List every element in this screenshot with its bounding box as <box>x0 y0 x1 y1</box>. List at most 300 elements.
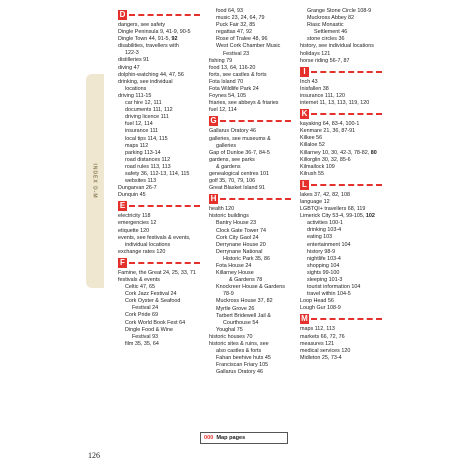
letter-heading-rule <box>311 184 382 186</box>
index-entry-text: websites 113 <box>125 178 157 185</box>
index-entry <box>118 178 200 185</box>
index-entry-text: Fota Wildlife Park 24 <box>209 86 259 93</box>
index-entry-text: golf 35, 70, 79, 106 <box>209 178 256 185</box>
index-entry <box>118 22 200 29</box>
index-entry <box>118 192 200 199</box>
index-entry-text: drinking 103-4 <box>307 227 342 234</box>
index-entry-text: Dingle Peninsula 9, 41-9, 90-5 <box>118 29 191 36</box>
letter-heading-rule <box>311 318 382 320</box>
index-entry-text: driving 111-15 <box>118 92 152 99</box>
index-entry <box>300 291 382 298</box>
letter-heading-rule <box>311 113 382 115</box>
index-entry <box>209 136 291 143</box>
index-entry-text: road rules 113, 113 <box>125 163 171 170</box>
index-entry-text: & gardens <box>216 163 241 170</box>
index-entry-text: documents 111, 112 <box>125 107 173 114</box>
index-entry-text: gardens, see parks <box>209 156 255 163</box>
letter-heading-letter: K <box>301 109 308 119</box>
index-entry <box>118 79 200 86</box>
letter-heading-rule <box>129 14 200 16</box>
index-entry-text: genealogical centres 101 <box>209 170 269 177</box>
index-entry <box>300 51 382 58</box>
index-column-3 <box>300 8 382 362</box>
index-entry-text: & Gardens 78 <box>229 277 263 284</box>
letter-heading-rule <box>311 71 382 73</box>
index-entry-text: nightlife 103-4 <box>307 255 341 262</box>
index-entry <box>209 327 291 334</box>
index-entry <box>300 8 382 15</box>
index-entry <box>300 355 382 362</box>
index-entry <box>300 29 382 36</box>
index-entry-text: distilleries 91 <box>118 57 150 64</box>
index-entry-text: measures 121 <box>300 340 335 347</box>
index-entry-text: Dungarvan 26-7 <box>118 185 157 192</box>
index-entry-text: Famine, the Great 24, 25, 33, 71 <box>118 269 196 276</box>
index-entry-text: emergencies 12 <box>118 220 157 227</box>
index-entry-text: electricity 118 <box>118 213 151 220</box>
index-entry-text: Loop Head 56 <box>300 298 334 305</box>
index-entry <box>209 242 291 249</box>
index-entry <box>209 157 291 164</box>
index-entry-text: kayaking 64, 83-4, 100-1 <box>300 121 360 128</box>
index-entry <box>209 86 291 93</box>
index-entry <box>209 22 291 29</box>
index-entry <box>209 284 291 291</box>
letter-heading <box>118 258 200 268</box>
index-entry <box>118 143 200 150</box>
index-entry <box>118 298 200 305</box>
index-entry <box>300 93 382 100</box>
index-entry-text: diving 47 <box>118 64 140 71</box>
index-entry <box>209 249 291 256</box>
index-entry <box>118 136 200 143</box>
index-entry <box>300 326 382 333</box>
index-entry <box>300 213 382 220</box>
letter-heading-rule <box>220 198 291 200</box>
index-entry-text: entertainment 104 <box>307 241 351 248</box>
index-entry-text: Myrtle Grove 26 <box>216 305 255 312</box>
index-entry-text: Historic Park 35, 86 <box>223 255 271 262</box>
index-entry <box>209 171 291 178</box>
letter-heading-letter: F <box>118 258 127 268</box>
index-entry <box>209 93 291 100</box>
index-entry-text: Cork Jazz Festival 24 <box>125 291 177 298</box>
index-entry-text: food 13, 64, 116-20 <box>209 64 256 71</box>
index-entry-text: events, see festivals & events, <box>118 234 191 241</box>
letter-heading <box>300 180 382 190</box>
index-entry <box>209 128 291 135</box>
index-entry-text: activities 100-1 <box>307 220 343 227</box>
letter-heading-rule <box>220 120 291 122</box>
index-entry-text: Killorglin 30, 32, 85-6 <box>300 156 351 163</box>
letter-heading <box>300 67 382 77</box>
index-entry <box>209 43 291 50</box>
index-entry-text: historic buildings <box>209 213 249 220</box>
letter-heading <box>300 314 382 324</box>
index-entry <box>209 143 291 150</box>
index-entry <box>118 284 200 291</box>
index-entry <box>118 50 200 57</box>
index-entry <box>118 312 200 319</box>
index-entry-text: Killarney House <box>216 270 254 277</box>
index-entry <box>118 150 200 157</box>
index-entry-text: Inisfallen 38 <box>300 85 329 92</box>
index-entry <box>118 107 200 114</box>
index-entry-text: Bantry House 23 <box>216 220 257 227</box>
index-entry-text: tourist information 104 <box>307 284 361 291</box>
index-entry <box>300 242 382 249</box>
index-entry <box>209 213 291 220</box>
index-entry <box>300 86 382 93</box>
index-entry-text: Puck Fair 32, 85 <box>216 22 256 29</box>
index-entry <box>209 178 291 185</box>
index-entry <box>118 327 200 334</box>
index-entry <box>209 334 291 341</box>
index-entry-text: Fota Island 70 <box>209 78 244 85</box>
index-entry <box>209 369 291 376</box>
index-entry <box>118 291 200 298</box>
index-entry-text: galleries, see museums & <box>209 135 271 142</box>
index-entry-text: West Cork Chamber Music <box>216 43 281 50</box>
index-entry-text: insurance 111, 120 <box>300 92 346 99</box>
letter-heading <box>300 109 382 119</box>
letter-heading <box>118 10 200 20</box>
legend-label: Map pages <box>216 435 246 441</box>
index-entry-text: regattas 47, 92 <box>216 29 252 36</box>
index-entry-text: eating 103 <box>307 234 333 241</box>
index-entry <box>300 79 382 86</box>
index-column-1 <box>118 8 200 348</box>
index-entry <box>300 15 382 22</box>
index-entry-text: Lough Gur 108-9 <box>300 305 341 312</box>
index-entry <box>209 29 291 36</box>
letter-heading-letter: H <box>210 194 217 204</box>
index-entry-text: parking 113-14 <box>125 149 161 156</box>
index-entry <box>209 220 291 227</box>
index-entry <box>118 334 200 341</box>
index-entry <box>118 93 200 100</box>
index-entry <box>118 277 200 284</box>
index-entry <box>300 142 382 149</box>
index-entry <box>300 58 382 65</box>
letter-heading-letter: L <box>300 180 309 190</box>
index-entry <box>118 249 200 256</box>
index-entry <box>300 249 382 256</box>
index-entry-text: Rose of Tralee 48, 96 <box>216 36 268 43</box>
index-entry <box>209 348 291 355</box>
index-entry-text: galleries <box>216 142 237 149</box>
index-entry-text: music 23, 24, 64, 79 <box>216 15 265 22</box>
index-entry-text: Limerick City 53-4, 99-105, <box>300 213 366 220</box>
index-entry-text: Kilrush 55 <box>300 170 324 177</box>
index-entry-text: Gap of Dunloe 36-7, 84-5 <box>209 149 270 156</box>
index-entry <box>118 228 200 235</box>
index-entry <box>209 36 291 43</box>
index-column-2 <box>209 8 291 377</box>
letter-heading-letter: E <box>119 201 126 211</box>
index-entry <box>118 121 200 128</box>
index-entry-text: disabilities, travellers with <box>118 43 179 50</box>
index-entry-text: exchange rates 120 <box>118 248 166 255</box>
index-entry <box>209 150 291 157</box>
index-entry-text: horse riding 56-7, 87 <box>300 57 350 64</box>
index-entry-text: Tarbert Bridewell Jail & <box>216 312 271 319</box>
index-entry <box>118 341 200 348</box>
page-number: 126 <box>88 451 100 460</box>
index-entry <box>118 220 200 227</box>
index-entry <box>118 36 200 43</box>
index-entry <box>118 242 200 249</box>
index-entry-text: fuel 12, 114 <box>209 107 237 114</box>
index-entry-text: historic houses 70 <box>209 333 253 340</box>
index-entry <box>118 171 200 178</box>
index-entry <box>300 348 382 355</box>
index-entry <box>300 36 382 43</box>
index-entry-text: 78-9 <box>223 291 234 298</box>
index-entry-text: sights 99-100 <box>307 269 340 276</box>
index-entry <box>209 72 291 79</box>
index-entry <box>118 72 200 79</box>
letter-heading <box>209 116 291 126</box>
letter-heading-letter: M <box>301 314 308 324</box>
index-entry <box>209 228 291 235</box>
index-entry-text: internet 11, 13, 113, 119, 120 <box>300 100 370 107</box>
index-entry-text: drinking, see individual <box>118 78 173 85</box>
index-entry-text: Dingle Food & Wine <box>125 326 173 333</box>
index-entry <box>118 29 200 36</box>
index-entry-text: Franciscan Friary 105 <box>216 362 269 369</box>
index-entry <box>118 100 200 107</box>
index-entry-text: driving licence 111 <box>125 114 169 121</box>
index-entry <box>300 164 382 171</box>
index-entry <box>118 114 200 121</box>
index-entry <box>300 171 382 178</box>
index-entry-text: history 98-9 <box>307 248 336 255</box>
index-entry-text: Festival 24 <box>132 305 159 312</box>
index-entry-text: Killaloe 52 <box>300 142 325 149</box>
index-entry-text: fuel 12, 114 <box>125 121 153 128</box>
index-entry-text: food 64, 93 <box>216 8 243 14</box>
index-entry-text: sleeping 101-3 <box>307 277 343 283</box>
index-entry-text: Fahan beehive huts 45 <box>216 355 271 362</box>
index-entry-text: Dunquin 45 <box>118 192 146 199</box>
index-entry-text: Celtic 47, 65 <box>125 284 155 291</box>
index-entry <box>300 334 382 341</box>
index-entry-text: Foynes 54, 105 <box>209 93 247 100</box>
index-entry <box>209 256 291 263</box>
index-entry-text: Cork City Gaol 24 <box>216 234 259 241</box>
index-entry <box>209 291 291 298</box>
index-entry-text: Dingle Town 44, 91-5, <box>118 36 172 43</box>
index-entry-text: Festival 23 <box>223 50 250 57</box>
index-entry <box>209 355 291 362</box>
index-entry <box>118 86 200 93</box>
index-entry <box>209 206 291 213</box>
index-entry <box>118 128 200 135</box>
index-entry <box>300 270 382 277</box>
index-entry-text: LGBTQI+ travellers 68, 119 <box>300 206 366 213</box>
index-entry-text: Gallarus Oratory 46 <box>216 369 264 376</box>
map-page-ref: 80 <box>370 149 377 156</box>
index-entry <box>209 100 291 107</box>
index-entry <box>209 8 291 15</box>
map-pages-legend <box>200 432 288 444</box>
index-entry <box>209 107 291 114</box>
index-entry <box>209 270 291 277</box>
letter-heading-rule <box>129 262 200 264</box>
letter-heading <box>209 194 291 204</box>
index-entry-text: shopping 104 <box>307 262 340 269</box>
index-entry <box>209 15 291 22</box>
index-entry <box>300 135 382 142</box>
index-entry-text: friaries, see abbeys & friaries <box>209 100 279 107</box>
index-entry-text: lakes 37, 42, 82, 108 <box>300 191 351 198</box>
map-page-ref: 102 <box>365 213 375 220</box>
index-entry-text: Derrynane National <box>216 248 263 255</box>
index-entry-text: Knockreer House & Gardens <box>216 284 285 291</box>
index-entry <box>209 362 291 369</box>
index-entry-text: Cork World Book Fest 64 <box>125 319 186 326</box>
index-entry-text: holidays 121 <box>300 50 331 57</box>
index-entry-text: Derrynane House 20 <box>216 241 266 248</box>
index-entry-text: Cork Oyster & Seafood <box>125 298 181 305</box>
index-entry-text: safety 36, 112-13, 114, 115 <box>125 170 190 177</box>
index-entry-text: Festival 93 <box>132 333 159 340</box>
index-entry <box>300 43 382 50</box>
index-entry-text: road distances 112 <box>125 156 171 163</box>
index-entry-text: Cork Pride 69 <box>125 312 158 319</box>
index-entry <box>300 220 382 227</box>
index-entry <box>300 305 382 312</box>
index-entry <box>209 79 291 86</box>
index-entry <box>300 284 382 291</box>
index-entry-text: film 35, 35, 64 <box>125 340 159 347</box>
index-entry-text: dolphin-watching 44, 47, 56 <box>118 71 184 78</box>
section-tab-label: INDEX D-M <box>92 163 98 199</box>
index-entry-text: fishing 79 <box>209 57 233 64</box>
index-entry <box>209 341 291 348</box>
index-entry <box>118 43 200 50</box>
index-entry-text: travel within 104-5 <box>307 291 351 298</box>
index-entry <box>300 341 382 348</box>
index-entry-text: Inch 43 <box>300 78 318 85</box>
index-entry-text: Midleton 25, 73-4 <box>300 354 342 361</box>
index-entry-text: Settlement 46 <box>314 29 348 36</box>
index-entry <box>300 206 382 213</box>
letter-heading-letter: D <box>119 10 126 19</box>
index-entry <box>300 234 382 241</box>
index-entry <box>209 235 291 242</box>
index-entry-text: Kenmare 21, 36, 87-91 <box>300 128 356 135</box>
index-entry <box>300 263 382 270</box>
index-entry <box>300 150 382 157</box>
index-entry-text: history, see individual locations <box>300 43 374 50</box>
index-entry-text: etiquette 120 <box>118 227 150 234</box>
index-entry-text: maps 112 <box>125 142 149 149</box>
index-entry <box>118 320 200 327</box>
index-entry <box>209 164 291 171</box>
index-entry-text: Fota House 24 <box>216 263 252 269</box>
legend-number: 000 <box>204 435 214 441</box>
index-entry <box>209 58 291 65</box>
index-entry-text: locations <box>125 85 147 92</box>
section-tab <box>86 74 104 288</box>
index-entry <box>209 320 291 327</box>
index-entry <box>300 121 382 128</box>
map-page-ref: 92 <box>171 36 178 43</box>
index-entry-text: local tips 114, 115 <box>125 135 168 142</box>
index-entry <box>118 213 200 220</box>
index-entry-text: language 12 <box>300 198 330 205</box>
index-entry <box>118 270 200 277</box>
index-entry-text: maps 112, 113 <box>300 326 335 333</box>
index-entry <box>209 51 291 58</box>
index-entry-text: markets 66, 72, 76 <box>300 333 345 340</box>
index-entry-text: dangers, see safety <box>118 22 166 28</box>
index-entry-text: also castles & forts <box>216 348 262 355</box>
index-entry-text: health 120 <box>209 206 235 213</box>
index-entry <box>209 263 291 270</box>
index-entry <box>209 306 291 313</box>
index-entry-text: Riasc Monastic <box>307 22 344 29</box>
index-entry <box>209 65 291 72</box>
index-entry <box>118 164 200 171</box>
index-entry-text: stone circles 36 <box>307 36 345 43</box>
index-entry-text: historic sites & ruins, see <box>209 341 269 348</box>
index-entry-text: Grange Stone Circle 108-9 <box>307 8 372 14</box>
index-entry <box>209 185 291 192</box>
index-entry-text: Muckross House 37, 82 <box>216 298 273 305</box>
letter-heading-letter: I <box>300 67 309 77</box>
index-entry <box>300 199 382 206</box>
index-entry <box>300 157 382 164</box>
index-entry <box>118 57 200 64</box>
index-entry <box>300 256 382 263</box>
index-entry <box>209 313 291 320</box>
letter-heading-letter: G <box>210 116 217 126</box>
index-entry <box>118 157 200 164</box>
index-entry-text: Kilmallock 109 <box>300 163 335 170</box>
index-entry-text: festivals & events <box>118 277 160 283</box>
index-entry-text: Clock Gate Tower 74 <box>216 227 266 234</box>
index-entry <box>300 192 382 199</box>
index-entry-text: Youghal 75 <box>216 326 243 333</box>
index-entry <box>300 100 382 107</box>
index-entry-text: Courthouse 54 <box>223 319 259 326</box>
index-entry-text: Muckross Abbey 82 <box>307 15 355 22</box>
index-entry <box>300 22 382 29</box>
index-entry-text: Killarney 10, 30, 42-3, 78-82, <box>300 149 371 156</box>
index-entry-text: car hire 12, 111 <box>125 100 162 107</box>
index-entry-text: medical services 120 <box>300 347 351 354</box>
index-entry-text: forts, see castles & forts <box>209 71 267 78</box>
index-entry-text: Great Blasket Island 91 <box>209 185 266 192</box>
index-entry <box>118 65 200 72</box>
index-entry <box>118 185 200 192</box>
index-entry <box>300 277 382 284</box>
index-entry-text: individual locations <box>125 241 171 248</box>
index-entry <box>300 128 382 135</box>
index-entry <box>300 227 382 234</box>
index-entry <box>209 298 291 305</box>
index-entry <box>118 235 200 242</box>
letter-heading <box>118 201 200 211</box>
index-entry-text: 122-3 <box>125 50 139 57</box>
index-entry <box>300 298 382 305</box>
index-entry <box>118 305 200 312</box>
index-entry-text: Kilkee 56 <box>300 135 323 142</box>
index-entry-text: Gallarus Oratory 46 <box>209 128 257 135</box>
